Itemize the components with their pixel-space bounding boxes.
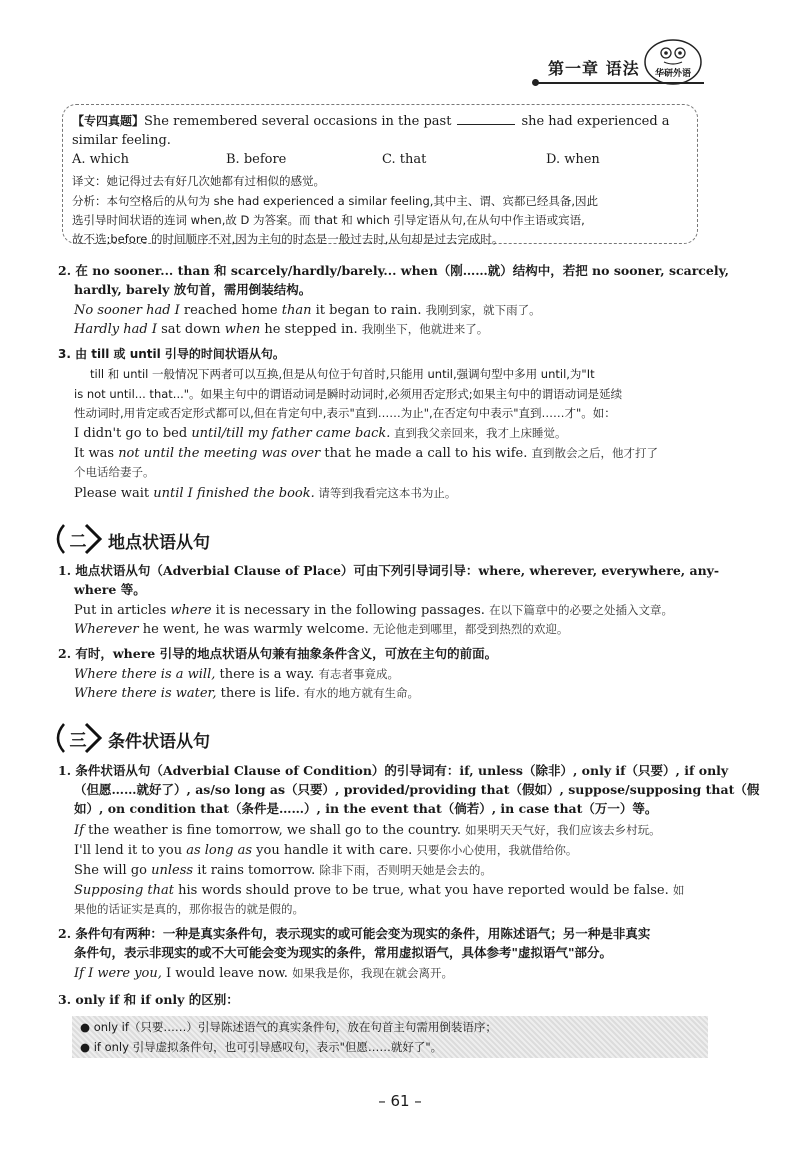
point-2-example-1: No sooner had I reached home than it began to rain. 我刚到家，就下雨了。 [74,303,541,318]
point-3-body-3: 性动词时,用肯定或否定形式都可以,但在肯定句中,表示"直到……为止",在否定句中表示"直到……才"。如： [74,406,616,420]
exam-question-cont: similar feeling. [72,133,171,148]
exam-question-line: 【专四真题】She remembered several occasions in the past she had experienced a [72,114,670,129]
point-3-body-2: is not until... that..."。如果主句中的谓语动词是瞬时动词时,必须用否定形式;如果主句中的谓语动词是延续 [74,387,623,401]
sec3-example-1: If the weather is fine tomorrow, we shall go to the country. 如果明天天气好，我们应该去乡村玩。 [74,823,661,838]
section-2-header [50,522,310,556]
answer-blank [457,112,515,125]
exam-analysis-1: 分析：本句空格后的从句为 she had experienced a similar feeling,其中主、谓、宾都已经具备,因此 [72,194,599,208]
sec2-point-1-heading: 1. 地点状语从句（Adverbial Clause of Place）可由下列引导词引导：where, wherever, everywhere, any- [58,563,720,578]
option-d: D. when [546,152,600,167]
section-3-number: 三 [69,731,87,751]
exam-translation: 译文：她记得过去有好几次她都有过相似的感觉。 [72,174,325,188]
point-3-example-2-cont: 个电话给妻子。 [74,465,155,479]
section-2-number: 二 [69,532,87,552]
sec3-example-4: Supposing that his words should prove to be true, what you have reported would be false. 如 [74,883,685,898]
page-number: – 61 – [378,1092,422,1110]
sec2-example-1: Put in articles where it is necessary in the following passages. 在以下篇章中的必要之处插入文章。 [74,603,674,618]
point-3-body-1: till 和 until 一般情况下两者可以互换,但是从句位于句首时,只能用 until,强调句型中多用 until,为"It [90,367,595,381]
sec2-example-3: Where there is a will, there is a way. 有志者事竟成。 [74,667,399,682]
sec2-point-2-heading: 2. 有时，where 引导的地点状语从句兼有抽象条件含义，可放在主句的前面。 [58,646,498,661]
sec3-point-1-heading: 1. 条件状语从句（Adverbial Clause of Condition）的引导词有：if, unless（除非）, only if（只要）, if only [58,763,729,778]
sec3-point-2-heading: 2. 条件句有两种：一种是真实条件句，表示现实的或可能会变为现实的条件，用陈述语气；另一种是非真实 [58,926,651,941]
chapter-title: 第一章 语法 [548,59,640,78]
point-3-heading: 3. 由 till 或 until 引导的时间状语从句。 [58,347,285,361]
note-bullet-1: ● only if（只要……）引导陈述语气的真实条件句，放在句首主句需用倒装语序； [80,1020,497,1034]
section-3-title: 条件状语从句 [108,732,210,752]
sec3-example-4-cont: 果他的话证实是真的，那你报告的就是假的。 [74,902,304,916]
point-2-heading: 2. 在 no sooner... than 和 scarcely/hardly/barely... when（刚……就）结构中，若把 no sooner, scarcely, [58,263,730,278]
point-3-example-2: It was not until the meeting was over that he made a call to his wife. 直到散会之后，他才打了 [74,446,658,461]
option-b: B. before [226,152,287,167]
sec2-example-4: Where there is water, there is life. 有水的地方就有生命。 [74,686,419,701]
exam-analysis-3: 故不选;before 的时间顺序不对,因为主句的时态是一般过去时,从句却是过去完成时。 [72,232,504,246]
section-3-header [50,721,310,755]
sec3-point-1-heading-cont2: 如）, on condition that（条件是……）, in the event that（倘若）, in case that（万一）等。 [74,801,658,816]
option-c: C. that [382,152,427,167]
sec3-point-2-heading-cont: 条件句，表示非现实的或不大可能会变为现实的条件，常用虚拟语气，具体参考"虚拟语气"部分。 [74,945,613,960]
option-a: A. which [72,152,129,167]
sec3-point-3-heading: 3. only if 和 if only 的区别： [58,992,239,1007]
sec3-example-2: I'll lend it to you as long as you handle it with care. 只要你小心使用，我就借给你。 [74,843,578,858]
sec2-example-2: Wherever he went, he was warmly welcome. 无论他走到哪里，都受到热烈的欢迎。 [74,622,569,637]
sec2-point-1-heading-cont: where 等。 [74,582,146,597]
sec3-point-1-heading-cont: （但愿……就好了）, as/so long as（只要）, provided/providing that（假如）, suppose/supposing that（假 [74,782,760,797]
note-bullet-2: ● if only 引导虚拟条件句，也可引导感叹句，表示"但愿……就好了"。 [80,1040,443,1054]
sec3-example-5: If I were you, I would leave now. 如果我是你，我现在就会离开。 [74,966,454,981]
logo-text: 华研外语 [654,69,692,79]
publisher-logo [642,36,704,86]
point-3-example-1: I didn't go to bed until/till my father came back. 直到我父亲回来，我才上床睡觉。 [74,426,567,441]
point-2-heading-cont: hardly, barely 放句首，需用倒装结构。 [74,282,312,297]
point-3-example-3: Please wait until I finished the book. 请等到我看完这本书为止。 [74,486,457,501]
sec3-example-3: She will go unless it rains tomorrow. 除非下雨，否则明天她是会去的。 [74,863,492,878]
exam-tag: 【专四真题】 [72,114,145,128]
exam-analysis-2: 选引导时间状语的连词 when,故 D 为答案。而 that 和 which 引导定语从句,在从句中作主语或宾语, [72,213,585,227]
section-2-title: 地点状语从句 [108,533,210,553]
point-2-example-2: Hardly had I sat down when he stepped in. 我刚坐下，他就进来了。 [74,322,489,337]
